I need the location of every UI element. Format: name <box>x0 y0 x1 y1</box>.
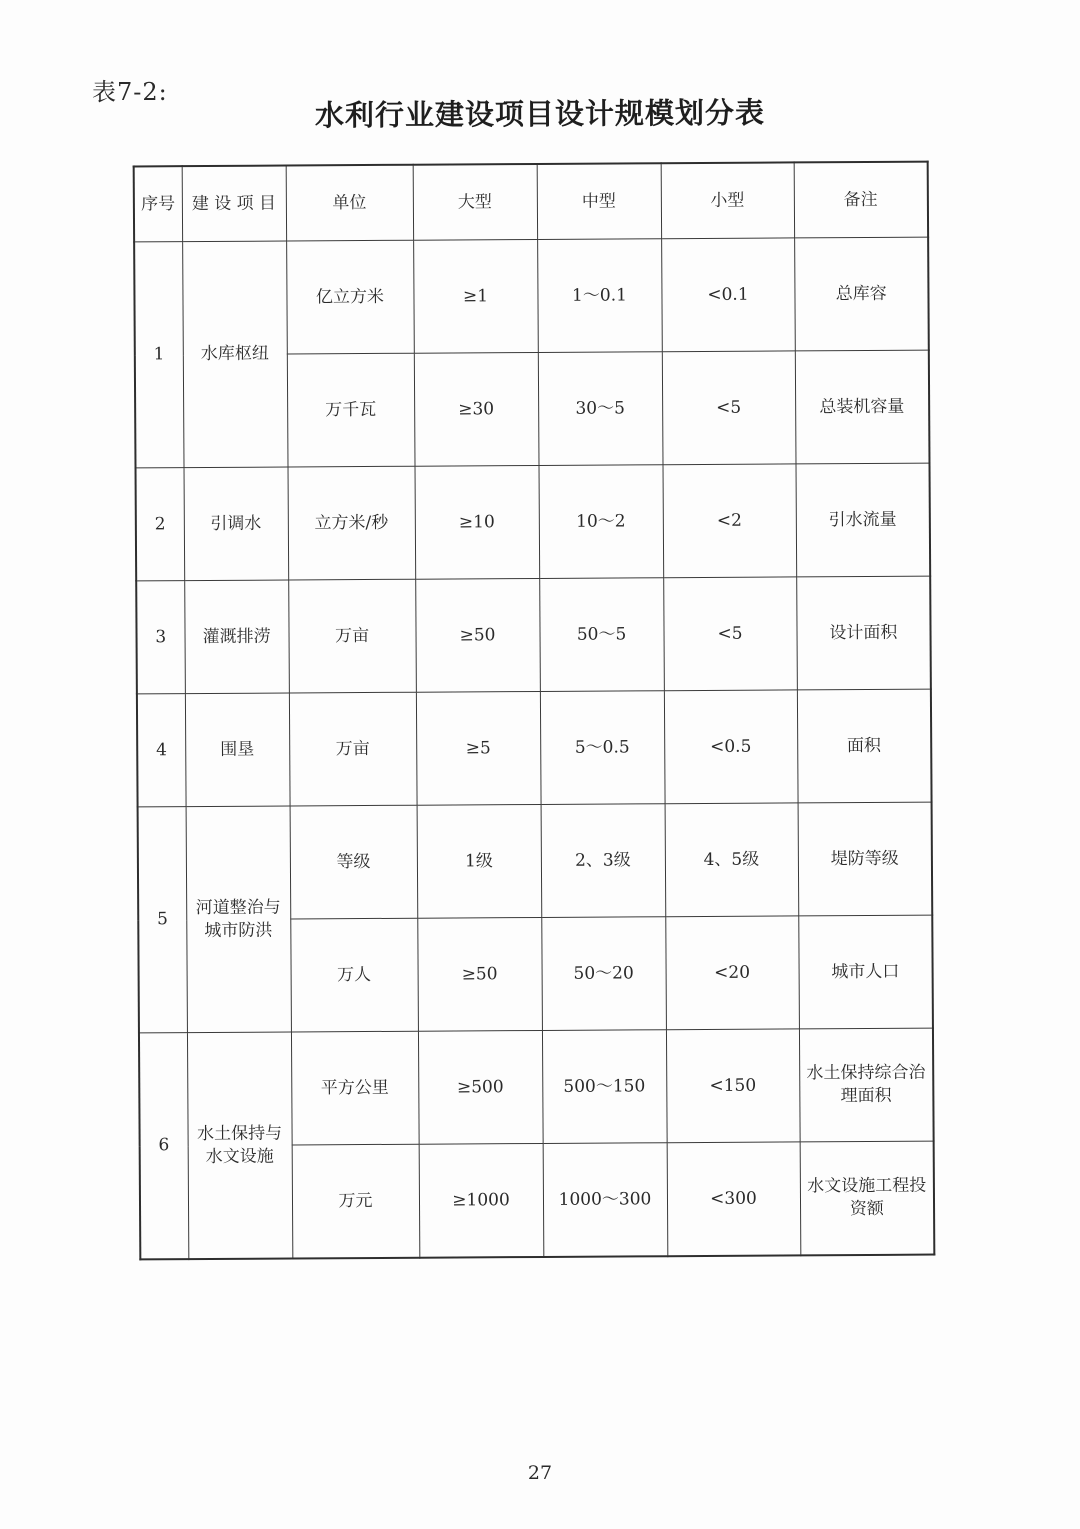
table-row <box>139 1028 934 1146</box>
note-cell: 总库容 <box>794 237 929 351</box>
project-item-cell: 引调水 <box>184 467 289 581</box>
medium-scale-cell: 50～20 <box>541 917 666 1031</box>
medium-scale-cell: 2、3级 <box>541 804 666 918</box>
project-item-cell: 水库枢纽 <box>182 241 287 468</box>
medium-scale-cell: 5～0.5 <box>540 691 665 805</box>
small-scale-cell: <5 <box>662 351 796 465</box>
unit-cell: 立方米/秒 <box>288 466 416 580</box>
serial-number-cell: 3 <box>136 581 185 694</box>
small-scale-cell: 4、5级 <box>665 803 799 917</box>
small-scale-cell: <300 <box>667 1142 801 1256</box>
large-scale-cell: 1级 <box>417 804 542 918</box>
small-scale-cell: <5 <box>663 577 797 691</box>
small-scale-cell: <0.5 <box>664 690 798 804</box>
small-scale-cell: <2 <box>663 464 797 578</box>
medium-scale-cell: 10～2 <box>539 465 664 579</box>
medium-scale-cell: 30～5 <box>538 352 663 466</box>
small-scale-cell: <150 <box>666 1029 800 1143</box>
table-row <box>137 689 932 807</box>
note-cell: 总装机容量 <box>795 350 930 464</box>
table-label: 表7-2: <box>92 78 168 106</box>
serial-number-cell: 2 <box>136 468 185 581</box>
unit-cell: 万亩 <box>289 692 417 806</box>
unit-cell: 万人 <box>290 918 418 1032</box>
table-row <box>134 237 929 355</box>
header-cell: 备注 <box>794 162 928 238</box>
large-scale-cell: ≥50 <box>415 578 540 692</box>
note-cell: 设计面积 <box>796 576 931 690</box>
unit-cell: 万元 <box>292 1144 420 1258</box>
project-scale-table <box>133 161 936 1261</box>
header-cell: 单位 <box>286 165 413 241</box>
serial-number-cell: 6 <box>139 1033 188 1260</box>
header-cell: 建 设 项 目 <box>182 166 286 242</box>
note-cell: 水土保持综合治理面积 <box>799 1028 934 1142</box>
large-scale-cell: ≥10 <box>415 465 540 579</box>
large-scale-cell: ≥50 <box>417 917 542 1031</box>
note-cell: 水文设施工程投资额 <box>800 1141 935 1255</box>
header-cell: 小型 <box>661 162 794 238</box>
project-item-cell: 水土保持与水文设施 <box>187 1032 292 1259</box>
header-cell: 大型 <box>413 164 537 240</box>
project-item-cell: 河道整治与城市防洪 <box>186 806 291 1033</box>
large-scale-cell: ≥500 <box>418 1030 543 1144</box>
note-cell: 城市人口 <box>798 915 933 1029</box>
serial-number-cell: 5 <box>138 807 187 1033</box>
unit-cell: 万千瓦 <box>287 353 415 467</box>
project-item-cell: 围垦 <box>185 693 290 807</box>
note-cell: 面积 <box>797 689 932 803</box>
large-scale-cell: ≥1 <box>413 239 538 353</box>
large-scale-cell: ≥5 <box>416 691 541 805</box>
medium-scale-cell: 50～5 <box>539 578 664 692</box>
medium-scale-cell: 1～0.1 <box>537 239 662 353</box>
unit-cell: 亿立方米 <box>286 240 414 354</box>
page-number: 27 <box>527 1462 553 1484</box>
header-cell: 序号 <box>134 166 182 242</box>
table-row <box>138 802 933 920</box>
note-cell: 引水流量 <box>795 463 930 577</box>
document-title: 水利行业建设项目设计规模划分表 <box>314 95 766 133</box>
medium-scale-cell: 1000～300 <box>543 1143 668 1257</box>
medium-scale-cell: 500～150 <box>542 1030 667 1144</box>
table-row <box>136 576 931 694</box>
header-row <box>134 162 928 242</box>
project-item-cell: 灌溉排涝 <box>184 580 289 694</box>
serial-number-cell: 4 <box>137 694 186 807</box>
large-scale-cell: ≥30 <box>414 352 539 466</box>
unit-cell: 万亩 <box>288 579 416 693</box>
large-scale-cell: ≥1000 <box>419 1143 544 1257</box>
unit-cell: 等级 <box>290 805 418 919</box>
note-cell: 堤防等级 <box>798 802 933 916</box>
serial-number-cell: 1 <box>134 242 183 468</box>
table-row <box>136 463 931 581</box>
small-scale-cell: <0.1 <box>661 238 795 352</box>
header-cell: 中型 <box>537 163 661 239</box>
unit-cell: 平方公里 <box>291 1031 419 1145</box>
small-scale-cell: <20 <box>665 916 799 1030</box>
